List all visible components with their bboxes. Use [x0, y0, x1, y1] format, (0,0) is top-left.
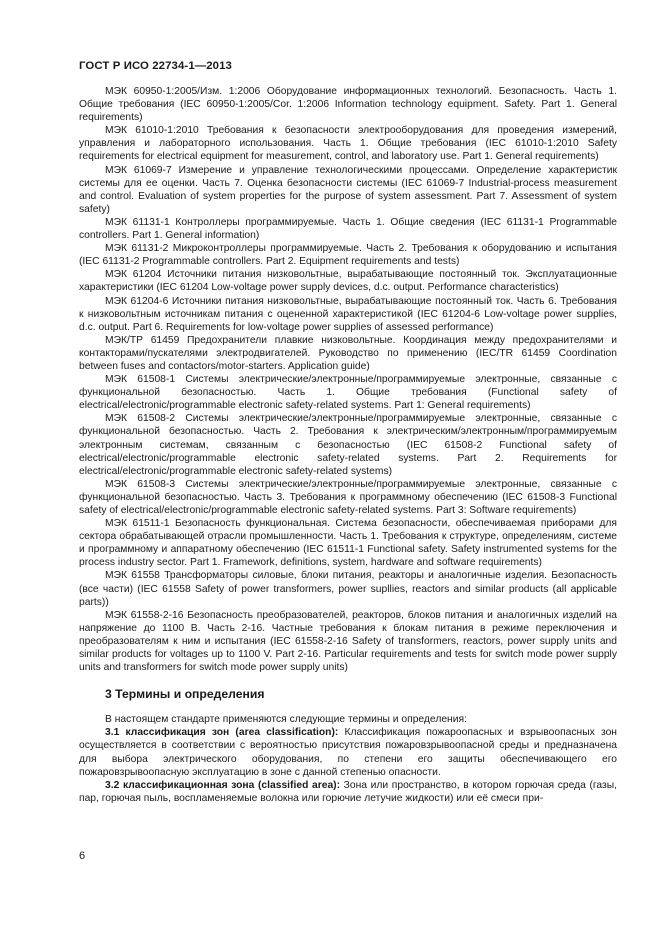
term-number: 3.1 [105, 727, 120, 739]
document-header: ГОСТ Р ИСО 22734-1—2013 [79, 60, 232, 72]
term-text: Зона или пространство, в котором горючая среда (газы, пар, горючая пыль, воспламеняемые волокна или горючие летучие жидкости) или её смеси при- [79, 779, 618, 804]
reference-item: МЭК 61069-7 Измерение и управление технологическими процессами. Определение характеристик системы для ее оценки. Часть 7. Оценка безопасности системы (IEC 61069-7 Industrial-process measurement and control. Evaluation of system properties for the purpose of system assessment. Part 7. Assessment of system safety) [79, 164, 617, 215]
term-definition [79, 726, 617, 778]
reference-item: МЭК/ТР 61459 Предохранители плавкие низковольтные. Координация между предохранителями и контакторами/пускателями электродвигателей. Руководство по применению (IEC/TR 61459 Coordination between fuses and contactors/motor-starters. Application guide) [79, 334, 617, 372]
reference-item: МЭК 60950-1:2005/Изм. 1:2006 Оборудование информационных технологий. Безопасность. Часть 1. Общие требования (IEC 60950-1:2005/Cor. 1:2006 Information technology equipment. Safety. Part 1. General requirements) [79, 86, 617, 124]
reference-item: МЭК 61204-6 Источники питания низковольтные, вырабатывающие постоянный ток. Часть 6. Требования к низковольтным источникам питания с оцененной характеристикой (IEC 61204-6 Low-voltage power supplies, d.c. output. Part 6. Requirements for low-voltage power supplies of assessed performance) [79, 295, 617, 333]
reference-item: МЭК 61558-2-16 Безопасность преобразователей, реакторов, блоков питания и аналогичных изделий на напряжение до 1100 В. Часть 2-16. Частные требования к блокам питания в режиме переключения и преобразователям к ним и испытания (IEC 61558-2-16 Safety of transformers, reactors, power supply units and similar products for voltages up to 1100 V. Part 2-16. Particular requirements and tests for switch mode power supply units and transformers for switch mode power supply units) [79, 609, 617, 674]
references-list [79, 85, 617, 674]
reference-item: МЭК 61204 Источники питания низковольтные, вырабатывающие постоянный ток. Эксплуатационные характеристики (IEC 61204 Low-voltage power supply devices, d.c. output. Performance characteristics) [79, 269, 617, 294]
term-number: 3.2 [105, 779, 120, 791]
reference-item: МЭК 61511-1 Безопасность функциональная. Система безопасности, обеспечиваемая приборами для сектора обрабатывающей отрасли промышленности. Часть 1. Требования к структуре, определениям, системе и программному и аппаратному обеспечению (IEC 61511-1 Functional safety. Safety instrumented systems for the process industry sector. Part 1. Framework, definitions, system, hardware and software requirements) [79, 518, 617, 569]
reference-item: МЭК 61558 Трансформаторы силовые, блоки питания, реакторы и аналогичные изделия. Безопасность (все части) (IEC 61558 Safety of power transformers, power supllies, reactors and similar products (all applicable parts)) [79, 570, 617, 608]
term-name: классификационная зона (classified area): [122, 779, 341, 791]
reference-item: МЭК 61508-3 Системы электрические/электронные/программируемые электронные, связанные с функциональной безопасностью. Часть 3. Требования к программному обеспечению (IEC 61508-3 Functional safety of electrical/electronic/programmable electronic safety-related systems. Part 3: Software requirements) [79, 478, 617, 516]
reference-item: МЭК 61508-1 Системы электрические/электронные/программируемые электронные, связанные с функциональной безопасностью. Часть 1. Общие требования (Functional safety of electrical/electronic/programmable electronic safety-related systems. Part 1: General requirements) [79, 374, 617, 412]
section-intro: В настоящем стандарте применяются следующие термины и определения: [105, 714, 467, 726]
term-name: классификация зон (area classification): [125, 727, 339, 739]
reference-item: МЭК 61508-2 Системы электрические/электронные/программируемые электронные, связанные с функциональной безопасностью. Часть 2. Требования к электрическим/электронным/программируемым электронным системам, связанным с безопасностью (IEC 61508-2 Functional safety of electrical/electronic/programmable electronic safety-related systems. Part 2. Requirements for electrical/electronic/programmable electronic safety-related systems) [79, 413, 617, 477]
term-text: Классификация пожароопасных и взрывоопасных зон осуществляется в соответствии с вероятностью присутствия пожаровзрывоопасной среды и предназначена для выбора электрического оборудования, по степени его защиты обеспечивающего его пожаровзрывоопасную эксплуатацию в зоне с данной степенью опасности. [79, 727, 617, 778]
document-body [79, 85, 617, 805]
reference-item: МЭК 61131-2 Микроконтроллеры программируемые. Часть 2. Требования к оборудованию и испытания (IEC 61131-2 Programmable controllers. Part 2. Equipment requirements and tests) [79, 243, 617, 268]
reference-item: МЭК 61010-1:2010 Требования к безопасности электрооборудования для проведения измерений, управления и лабораторного использования. Часть 1. Общие требования (IEC 61010-1:2010 Safety requirements for electrical equipment for measurement, control, and laboratory use. Part 1. General requirements) [79, 125, 617, 163]
reference-item: МЭК 61131-1 Контроллеры программируемые. Часть 1. Общие сведения (IEC 61131-1 Programmable controllers. Part 1. General information) [79, 216, 617, 242]
page-number: 6 [79, 850, 86, 862]
section-title: 3 Термины и определения [105, 687, 265, 702]
term-definition [79, 779, 617, 805]
